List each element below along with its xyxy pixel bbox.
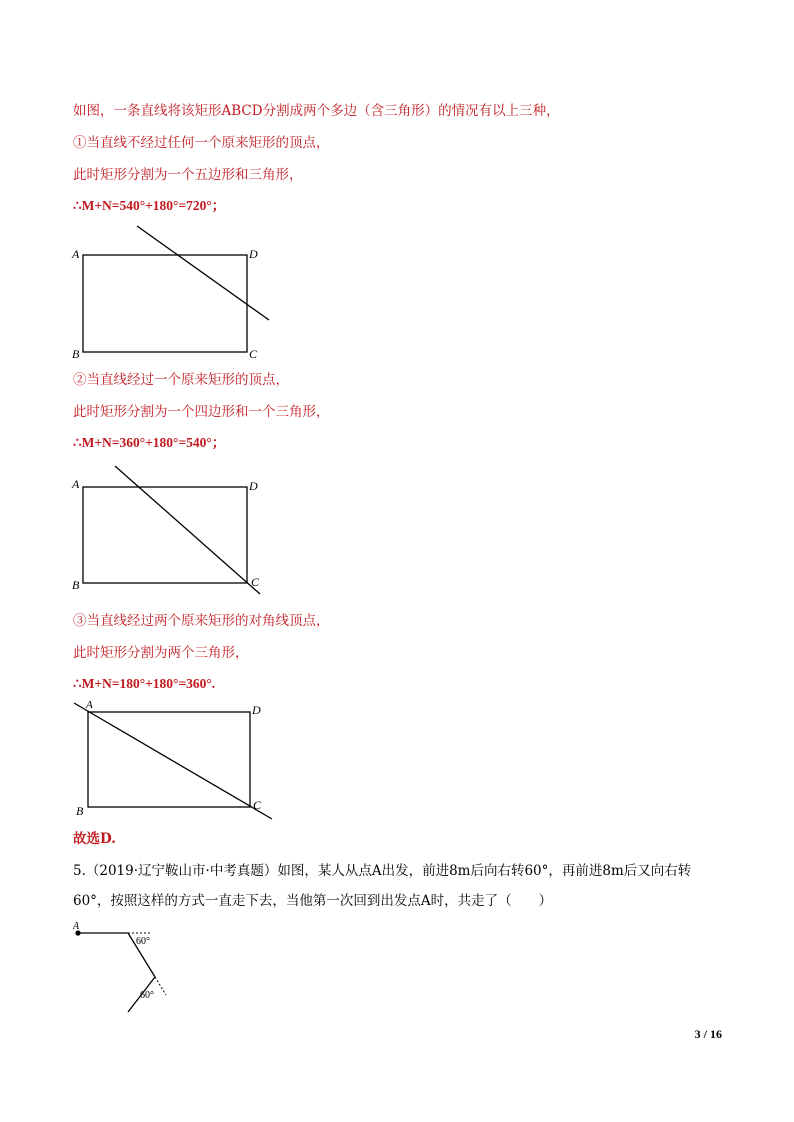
label-b: B [72, 347, 80, 361]
label-d: D [249, 479, 258, 493]
case3-formula: ∴M+N=180°+180°=360°. [73, 676, 216, 691]
case1-title: ①当直线不经过任何一个原来矩形的顶点， [73, 135, 330, 151]
case1-desc: 此时矩形分割为一个五边形和三角形， [73, 167, 303, 183]
case1-formula: ∴M+N=540°+180°=720°； [73, 198, 226, 213]
label-c: C [249, 347, 258, 361]
angle-label-2: 60° [140, 990, 154, 1001]
question-line2: 60°，按照这样的方式一直走下去，当他第一次回到出发点A时，共走了（ ） [73, 893, 553, 909]
case3-title: ③当直线经过两个原来矩形的对角线顶点， [73, 613, 330, 629]
case2-formula: ∴M+N=360°+180°=540°； [73, 435, 226, 450]
label-a: A [72, 247, 80, 261]
answer-text: 故选D. [73, 831, 116, 847]
label-c: C [251, 575, 260, 589]
angle-label-1: 60° [136, 936, 150, 947]
label-a: A [72, 477, 80, 491]
label-d: D [252, 703, 261, 717]
page-number: 3 / 16 [694, 1027, 722, 1041]
label-start-a: A [73, 921, 80, 932]
extension-2 [155, 977, 166, 995]
case2-title: ②当直线经过一个原来矩形的顶点， [73, 372, 289, 388]
case3-desc: 此时矩形分割为两个三角形， [73, 645, 249, 661]
intro-text: 如图，一条直线将该矩形ABCD分割成两个多边（含三角形）的情况有以上三种， [73, 103, 560, 119]
label-a: A [86, 699, 93, 711]
case2-desc: 此时矩形分割为一个四边形和一个三角形， [73, 404, 330, 420]
label-d: D [249, 247, 258, 261]
label-b: B [72, 578, 80, 592]
label-c: C [253, 798, 262, 812]
question-line1: 5.（2019·辽宁鞍山市·中考真题）如图，某人从点A出发，前进8m后向右转60°，再前进8m后又向右转 [73, 863, 692, 879]
label-b: B [76, 804, 84, 818]
